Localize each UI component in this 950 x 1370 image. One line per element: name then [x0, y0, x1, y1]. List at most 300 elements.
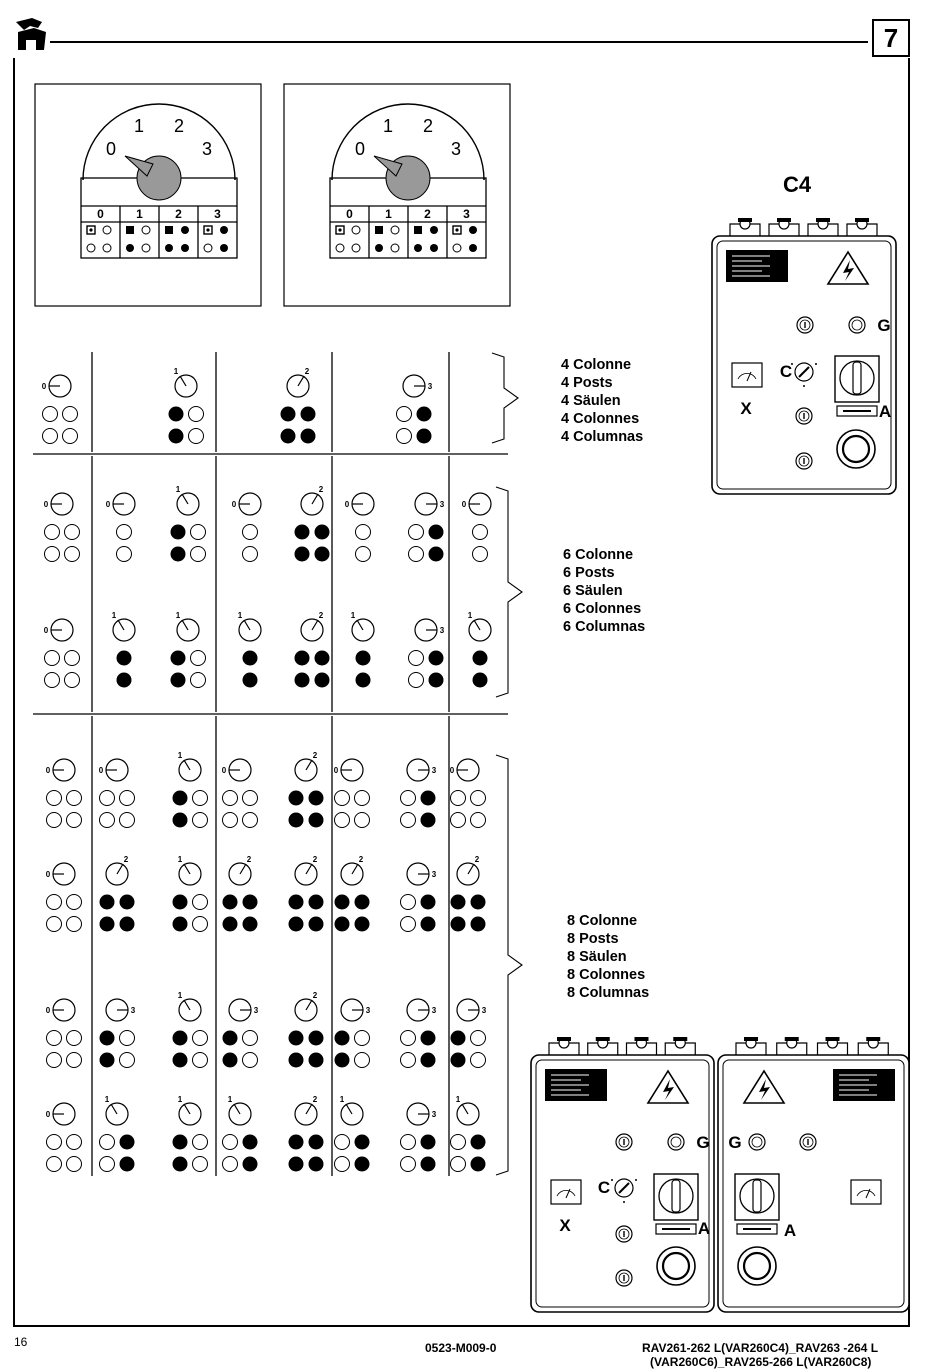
- contact-open: [87, 244, 95, 252]
- contact-closed: [289, 1135, 304, 1150]
- contact-open: [243, 547, 258, 562]
- contact-open: [243, 525, 258, 540]
- contact-closed: [223, 1031, 238, 1046]
- contact-filled: [375, 244, 383, 252]
- label-line: 6 Columnas: [563, 619, 646, 635]
- contact-open: [193, 813, 208, 828]
- contact-closed: [295, 673, 310, 688]
- contact-open: [471, 813, 486, 828]
- dial-position-digit: 2: [318, 485, 324, 494]
- contact-closed: [171, 651, 186, 666]
- contact-open: [117, 525, 132, 540]
- contact-open: [45, 673, 60, 688]
- contact-open: [355, 813, 370, 828]
- contact-filled: [181, 244, 189, 252]
- contact-open: [45, 651, 60, 666]
- contact-closed: [243, 1135, 258, 1150]
- cable-gland-cap: [826, 1037, 840, 1041]
- contact-open: [401, 813, 416, 828]
- contact-closed: [289, 791, 304, 806]
- cable-gland-cap: [557, 1037, 571, 1041]
- contact-open: [451, 813, 466, 828]
- contact-open: [391, 226, 399, 234]
- label-line: 8 Posts: [567, 931, 619, 947]
- main-switch-a-handle: [853, 362, 861, 394]
- contact-open: [336, 244, 344, 252]
- label-a: A: [697, 1219, 711, 1238]
- contact-closed: [289, 1157, 304, 1172]
- contact-open: [473, 525, 488, 540]
- label-line: 4 Posts: [561, 375, 613, 391]
- contact-open: [335, 813, 350, 828]
- dial-position-digit: 3: [431, 1110, 437, 1119]
- contact-closed: [315, 525, 330, 540]
- label-line: 4 Colonne: [561, 357, 632, 373]
- cable-gland-cap: [785, 1037, 799, 1041]
- contact-square-filled: [126, 226, 134, 234]
- contact-open: [193, 1053, 208, 1068]
- dial-position-digit: 0: [45, 870, 51, 879]
- contact-closed: [301, 407, 316, 422]
- page-number: 7: [883, 23, 899, 53]
- contact-closed: [171, 547, 186, 562]
- label-a: A: [783, 1221, 797, 1240]
- contact-closed: [120, 895, 135, 910]
- contact-closed: [223, 917, 238, 932]
- contact-closed: [169, 407, 184, 422]
- contact-open: [45, 547, 60, 562]
- contact-closed: [295, 525, 310, 540]
- contact-closed: [421, 895, 436, 910]
- brace-4-posts: [492, 353, 518, 443]
- contact-open: [409, 547, 424, 562]
- key-selector-c-dot: [611, 1179, 613, 1181]
- contact-open: [409, 673, 424, 688]
- emergency-stop-button-cap: [843, 436, 869, 462]
- contact-closed: [335, 895, 350, 910]
- contact-closed: [421, 1053, 436, 1068]
- label-line: 6 Säulen: [563, 583, 623, 599]
- dial-position-digit: 0: [45, 1006, 51, 1015]
- contact-open: [243, 1053, 258, 1068]
- dial-position-digit: 1: [467, 611, 473, 620]
- contact-open: [100, 813, 115, 828]
- emergency-stop-button-cap: [744, 1253, 770, 1279]
- contact-open: [67, 1157, 82, 1172]
- contact-open: [355, 791, 370, 806]
- contact-closed: [355, 917, 370, 932]
- dial-position-digit: 1: [339, 1095, 345, 1104]
- dial-position-digit: 2: [358, 855, 364, 864]
- label-x: X: [559, 1216, 571, 1235]
- contact-closed: [289, 917, 304, 932]
- contact-closed: [417, 407, 432, 422]
- contact-closed: [289, 895, 304, 910]
- contact-open: [63, 429, 78, 444]
- dial-label-0: 0: [354, 139, 366, 159]
- label-x: X: [740, 399, 752, 418]
- contact-closed: [289, 1031, 304, 1046]
- contact-closed: [173, 895, 188, 910]
- dial-position-digit: 3: [427, 382, 433, 391]
- contact-closed: [120, 1157, 135, 1172]
- cable-gland-cap: [635, 1037, 649, 1041]
- contact-closed: [335, 1031, 350, 1046]
- contact-closed: [173, 1053, 188, 1068]
- contact-open: [45, 525, 60, 540]
- footer-page-number: 16: [14, 1335, 28, 1349]
- dial-position-digit: 2: [474, 855, 480, 864]
- contact-filled: [430, 226, 438, 234]
- cable-gland-cap: [738, 218, 752, 222]
- contact-open: [401, 895, 416, 910]
- contact-closed: [120, 917, 135, 932]
- contact-closed: [451, 895, 466, 910]
- contact-filled: [414, 244, 422, 252]
- dial-label-2: 2: [422, 116, 434, 136]
- contact-open: [120, 1031, 135, 1046]
- contact-closed: [421, 791, 436, 806]
- dial-position-digit: 0: [449, 766, 455, 775]
- contact-closed: [473, 651, 488, 666]
- contact-closed: [421, 1031, 436, 1046]
- dial-position-digit: 2: [304, 367, 310, 376]
- dial-position-digit: 1: [175, 611, 181, 620]
- dial-position-digit: 3: [130, 1006, 136, 1015]
- cable-gland-cap: [866, 1037, 880, 1041]
- contact-closed: [315, 547, 330, 562]
- footer-model-line-2: (VAR260C6)_RAV265-266 L(VAR260C8): [650, 1355, 872, 1369]
- contact-closed: [309, 1157, 324, 1172]
- contact-closed: [243, 1157, 258, 1172]
- contact-open: [391, 244, 399, 252]
- contact-closed: [471, 917, 486, 932]
- contact-open: [63, 407, 78, 422]
- contact-closed: [223, 1053, 238, 1068]
- contact-open: [352, 226, 360, 234]
- contact-open: [117, 547, 132, 562]
- panel-c4-title: C4: [782, 172, 812, 197]
- meter-x: [551, 1180, 581, 1204]
- label-g: G: [728, 1133, 742, 1152]
- dial-position-digit: 0: [105, 500, 111, 509]
- label-c: C: [597, 1178, 611, 1197]
- position-label: 3: [463, 207, 470, 221]
- group-label-4-posts: [561, 356, 643, 446]
- contact-open: [43, 429, 58, 444]
- contact-closed: [356, 651, 371, 666]
- contact-square-filled: [165, 226, 173, 234]
- group-label-8-posts: [567, 912, 649, 1002]
- contact-closed: [171, 673, 186, 688]
- contact-closed: [309, 917, 324, 932]
- dial-position-digit: 0: [98, 766, 104, 775]
- contact-open: [100, 791, 115, 806]
- contact-open: [356, 547, 371, 562]
- contact-closed: [421, 917, 436, 932]
- contact-closed: [355, 1157, 370, 1172]
- contact-closed: [295, 547, 310, 562]
- label-line: 8 Columnas: [567, 985, 650, 1001]
- cable-gland-cap: [596, 1037, 610, 1041]
- contact-dot: [89, 228, 92, 231]
- dial-position-digit: 3: [439, 500, 445, 509]
- contact-open: [189, 429, 204, 444]
- contact-closed: [315, 673, 330, 688]
- contact-closed: [173, 1157, 188, 1172]
- contact-open: [401, 1157, 416, 1172]
- contact-closed: [471, 1157, 486, 1172]
- contact-closed: [100, 895, 115, 910]
- contact-closed: [173, 1135, 188, 1150]
- contact-closed: [335, 917, 350, 932]
- contact-open: [67, 1053, 82, 1068]
- contact-dot: [455, 228, 458, 231]
- contact-filled: [181, 226, 189, 234]
- contact-open: [65, 547, 80, 562]
- contact-open: [65, 651, 80, 666]
- position-label: 1: [385, 207, 392, 221]
- cable-gland-cap: [673, 1037, 687, 1041]
- contact-closed: [421, 1135, 436, 1150]
- contact-filled: [220, 244, 228, 252]
- contact-closed: [100, 1053, 115, 1068]
- contact-open: [473, 547, 488, 562]
- dial-position-digit: 0: [45, 1110, 51, 1119]
- contact-open: [65, 525, 80, 540]
- dial-label-3: 3: [450, 139, 462, 159]
- label-line: 6 Colonne: [563, 547, 634, 563]
- dial-position-digit: 0: [43, 500, 49, 509]
- contact-open: [401, 1053, 416, 1068]
- dial-position-digit: 1: [237, 611, 243, 620]
- label-line: 4 Säulen: [561, 393, 621, 409]
- contact-open: [191, 673, 206, 688]
- dial-position-digit: 0: [45, 766, 51, 775]
- dial-position-digit: 2: [312, 1095, 318, 1104]
- contact-closed: [243, 917, 258, 932]
- contact-closed: [117, 651, 132, 666]
- contact-open: [193, 917, 208, 932]
- contact-closed: [429, 547, 444, 562]
- contact-open: [451, 791, 466, 806]
- contact-closed: [173, 917, 188, 932]
- cable-gland-cap: [816, 218, 830, 222]
- contact-filled: [430, 244, 438, 252]
- contact-open: [401, 917, 416, 932]
- position-label: 0: [346, 207, 353, 221]
- dial-position-digit: 0: [333, 766, 339, 775]
- contact-open: [100, 1135, 115, 1150]
- contact-open: [103, 244, 111, 252]
- contact-closed: [243, 673, 258, 688]
- contact-open: [189, 407, 204, 422]
- key-selector-c-dot: [635, 1179, 637, 1181]
- contact-closed: [335, 1053, 350, 1068]
- contact-open: [120, 791, 135, 806]
- contact-open: [223, 813, 238, 828]
- dial-position-digit: 1: [177, 991, 183, 1000]
- contact-closed: [417, 429, 432, 444]
- dial-position-digit: 1: [177, 855, 183, 864]
- contact-closed: [309, 791, 324, 806]
- contact-closed: [173, 791, 188, 806]
- contact-open: [356, 525, 371, 540]
- contact-open: [193, 1135, 208, 1150]
- contact-open: [43, 407, 58, 422]
- contact-open: [335, 1135, 350, 1150]
- dial-position-digit: 3: [253, 1006, 259, 1015]
- cable-gland-cap: [855, 218, 869, 222]
- dial-position-digit: 2: [312, 991, 318, 1000]
- contact-open: [335, 791, 350, 806]
- contact-open: [103, 226, 111, 234]
- position-label: 1: [136, 207, 143, 221]
- contact-square-filled: [375, 226, 383, 234]
- contact-open: [204, 244, 212, 252]
- contact-filled: [469, 226, 477, 234]
- contact-closed: [309, 1031, 324, 1046]
- main-switch-a-handle: [753, 1180, 761, 1212]
- contact-open: [471, 791, 486, 806]
- contact-closed: [429, 525, 444, 540]
- dial-position-digit: 0: [461, 500, 467, 509]
- contact-open: [47, 1135, 62, 1150]
- emergency-stop-button-cap: [663, 1253, 689, 1279]
- footer-doc-code: 0523-M009-0: [425, 1341, 497, 1355]
- contact-open: [401, 791, 416, 806]
- contact-open: [67, 1135, 82, 1150]
- contact-closed: [429, 651, 444, 666]
- contact-square-filled: [414, 226, 422, 234]
- label-line: 8 Colonnes: [567, 967, 646, 983]
- dial-position-digit: 1: [177, 1095, 183, 1104]
- position-label: 3: [214, 207, 221, 221]
- contact-open: [453, 244, 461, 252]
- contact-open: [409, 651, 424, 666]
- dial-position-digit: 0: [41, 382, 47, 391]
- dial-label-3: 3: [201, 139, 213, 159]
- label-c: C: [779, 362, 793, 381]
- contact-open: [67, 895, 82, 910]
- contact-closed: [173, 1031, 188, 1046]
- contact-closed: [471, 1135, 486, 1150]
- dial-position-digit: 1: [350, 611, 356, 620]
- contact-closed: [451, 1031, 466, 1046]
- contact-filled: [469, 244, 477, 252]
- contact-closed: [309, 813, 324, 828]
- dial-position-digit: 3: [481, 1006, 487, 1015]
- brace-8-posts: [496, 755, 522, 1175]
- contact-closed: [421, 813, 436, 828]
- position-label: 0: [97, 207, 104, 221]
- dial-position-digit: 2: [318, 611, 324, 620]
- contact-closed: [173, 813, 188, 828]
- dial-position-digit: 1: [111, 611, 117, 620]
- contact-open: [335, 1157, 350, 1172]
- dial-position-digit: 3: [431, 1006, 437, 1015]
- key-selector-c-dot: [803, 385, 805, 387]
- contact-open: [471, 1053, 486, 1068]
- contact-open: [451, 1135, 466, 1150]
- dial-position-digit: 2: [312, 855, 318, 864]
- contact-open: [47, 813, 62, 828]
- contact-open: [191, 525, 206, 540]
- contact-closed: [117, 673, 132, 688]
- contact-open: [352, 244, 360, 252]
- dial-label-2: 2: [173, 116, 185, 136]
- dial-position-digit: 3: [365, 1006, 371, 1015]
- contact-closed: [281, 429, 296, 444]
- contact-open: [47, 1053, 62, 1068]
- dial-position-digit: 1: [455, 1095, 461, 1104]
- dial-label-0: 0: [105, 139, 117, 159]
- contact-open: [397, 429, 412, 444]
- meter: [851, 1180, 881, 1204]
- contact-closed: [243, 651, 258, 666]
- signal-lamp-g: [749, 1134, 765, 1150]
- contact-open: [47, 791, 62, 806]
- cable-gland-cap: [777, 218, 791, 222]
- contact-open: [355, 1053, 370, 1068]
- meter-x: [732, 363, 762, 387]
- contact-closed: [100, 917, 115, 932]
- contact-open: [223, 1157, 238, 1172]
- contact-open: [409, 525, 424, 540]
- contact-closed: [120, 1135, 135, 1150]
- contact-closed: [421, 1157, 436, 1172]
- contact-closed: [171, 525, 186, 540]
- contact-dot: [338, 228, 341, 231]
- contact-open: [193, 1031, 208, 1046]
- contact-closed: [355, 895, 370, 910]
- label-a: A: [878, 402, 892, 421]
- contact-open: [471, 1031, 486, 1046]
- contact-open: [142, 226, 150, 234]
- dial-position-digit: 3: [431, 766, 437, 775]
- contact-closed: [451, 917, 466, 932]
- label-line: 4 Columnas: [561, 429, 644, 445]
- label-g: G: [696, 1133, 710, 1152]
- contact-open: [451, 1157, 466, 1172]
- contact-open: [142, 244, 150, 252]
- cable-gland-cap: [744, 1037, 758, 1041]
- dial-position-digit: 3: [439, 626, 445, 635]
- contact-open: [193, 791, 208, 806]
- contact-closed: [243, 895, 258, 910]
- label-line: 8 Colonne: [567, 913, 638, 929]
- dial-position-digit: 2: [312, 751, 318, 760]
- dial-position-digit: 1: [173, 367, 179, 376]
- contact-closed: [473, 673, 488, 688]
- contact-open: [355, 1031, 370, 1046]
- dial-position-digit: 0: [43, 626, 49, 635]
- contact-open: [47, 917, 62, 932]
- key-selector-c-dot: [815, 363, 817, 365]
- dial-label-1: 1: [382, 116, 394, 136]
- contact-open: [120, 813, 135, 828]
- contact-open: [401, 1135, 416, 1150]
- contact-filled: [165, 244, 173, 252]
- contact-open: [67, 917, 82, 932]
- contact-closed: [429, 673, 444, 688]
- contact-open: [47, 895, 62, 910]
- dial-position-digit: 3: [431, 870, 437, 879]
- dial-label-1: 1: [133, 116, 145, 136]
- contact-dot: [206, 228, 209, 231]
- contact-open: [191, 547, 206, 562]
- contact-open: [243, 791, 258, 806]
